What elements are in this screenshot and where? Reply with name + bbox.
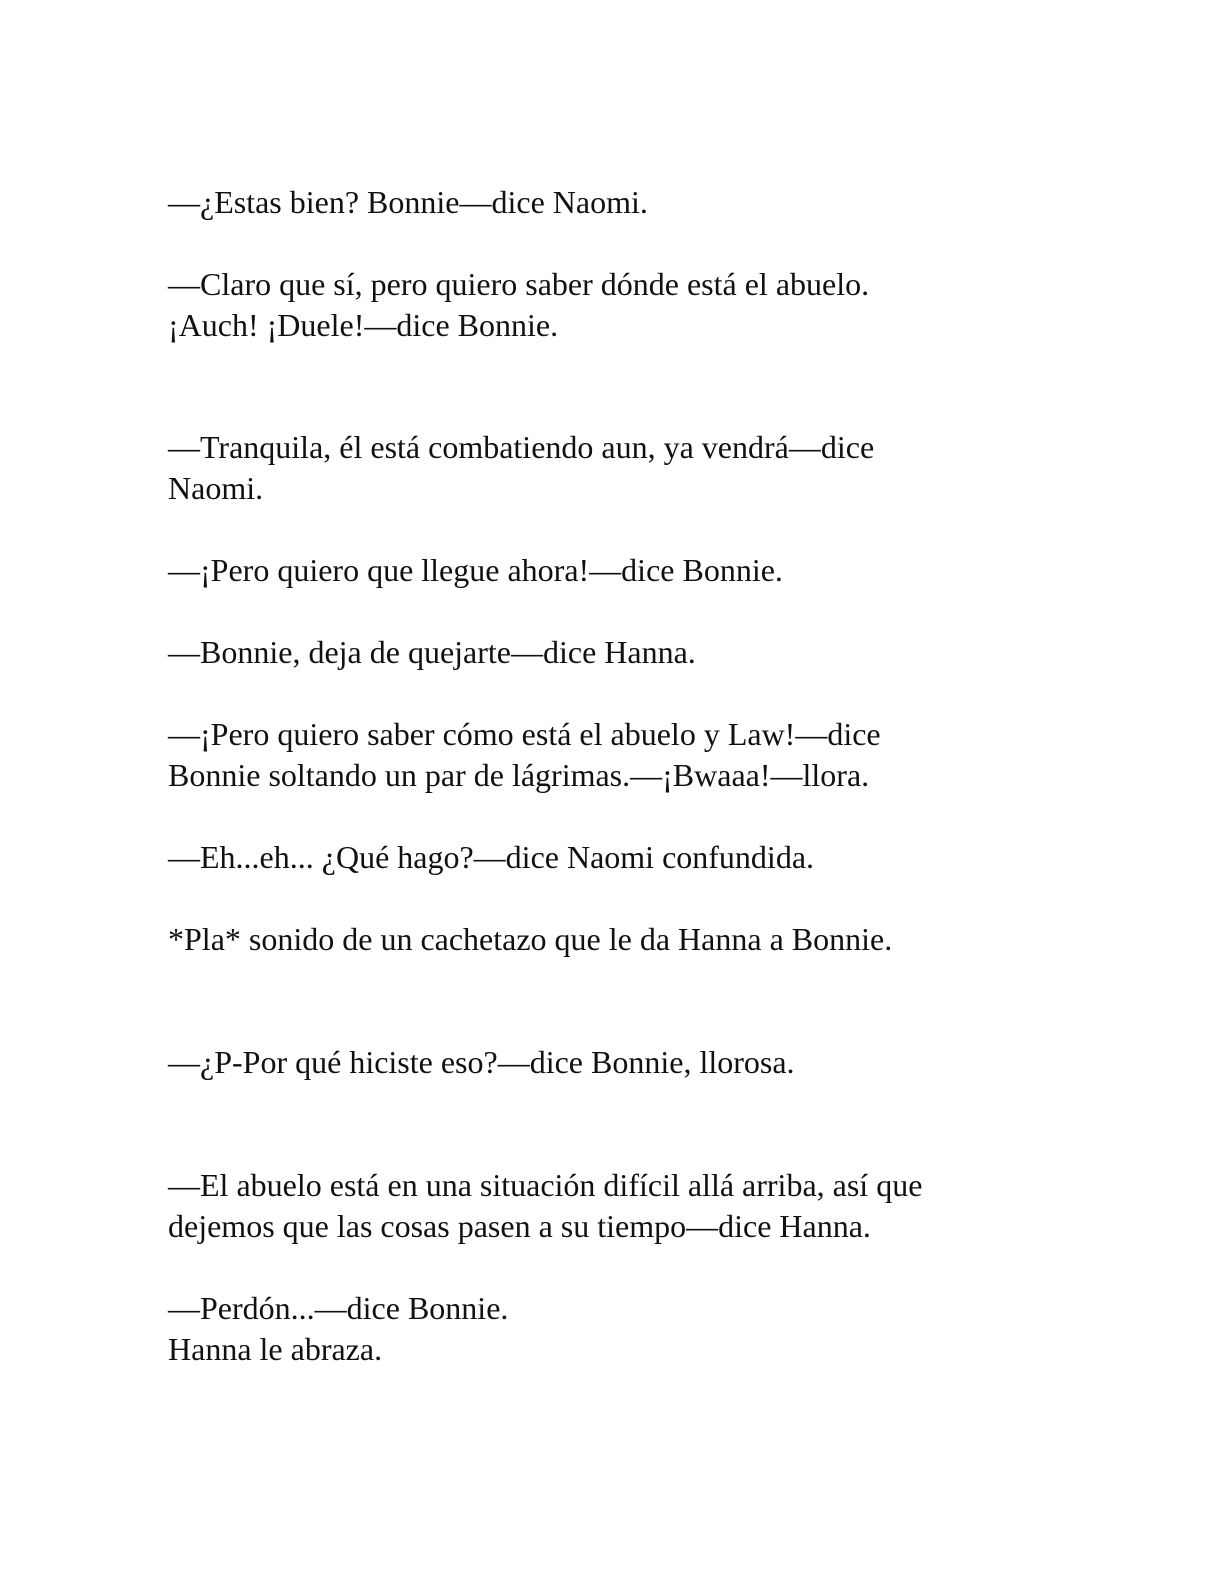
text-line: —¿Estas bien? Bonnie—dice Naomi. [168,184,648,220]
text-line: —Tranquila, él está combatiendo aun, ya vendrá—dice [168,429,875,465]
text-line: *Pla* sonido de un cachetazo que le da Hanna a Bonnie. [168,921,893,957]
text-line: —¿P-Por qué hiciste eso?—dice Bonnie, llorosa. [168,1044,795,1080]
paragraph [168,837,1048,878]
text-line: Bonnie soltando un par de lágrimas.—¡Bwaaa!—llora. [168,757,870,793]
paragraph [168,714,1048,796]
text-line: —Bonnie, deja de quejarte—dice Hanna. [168,634,696,670]
text-line: —¡Pero quiero saber cómo está el abuelo y Law!—dice [168,716,881,752]
paragraph [168,182,1048,223]
paragraph [168,427,1048,509]
text-line: dejemos que las cosas pasen a su tiempo—dice Hanna. [168,1208,871,1244]
text-line: Hanna le abraza. [168,1331,383,1367]
paragraph [168,632,1048,673]
text-line: ¡Auch! ¡Duele!—dice Bonnie. [168,307,559,343]
text-line: Naomi. [168,470,264,506]
text-line: —Claro que sí, pero quiero saber dónde está el abuelo. [168,266,870,302]
paragraph [168,919,1048,960]
text-line: —El abuelo está en una situación difícil allá arriba, así que [168,1167,923,1203]
paragraph [168,264,1048,346]
text-line: —Eh...eh... ¿Qué hago?—dice Naomi confundida. [168,839,815,875]
paragraph [168,550,1048,591]
paragraph [168,1288,1048,1370]
paragraph [168,1165,1048,1247]
text-line: —Perdón...—dice Bonnie. [168,1290,509,1326]
text-line: —¡Pero quiero que llegue ahora!—dice Bonnie. [168,552,783,588]
paragraph [168,1042,1048,1083]
